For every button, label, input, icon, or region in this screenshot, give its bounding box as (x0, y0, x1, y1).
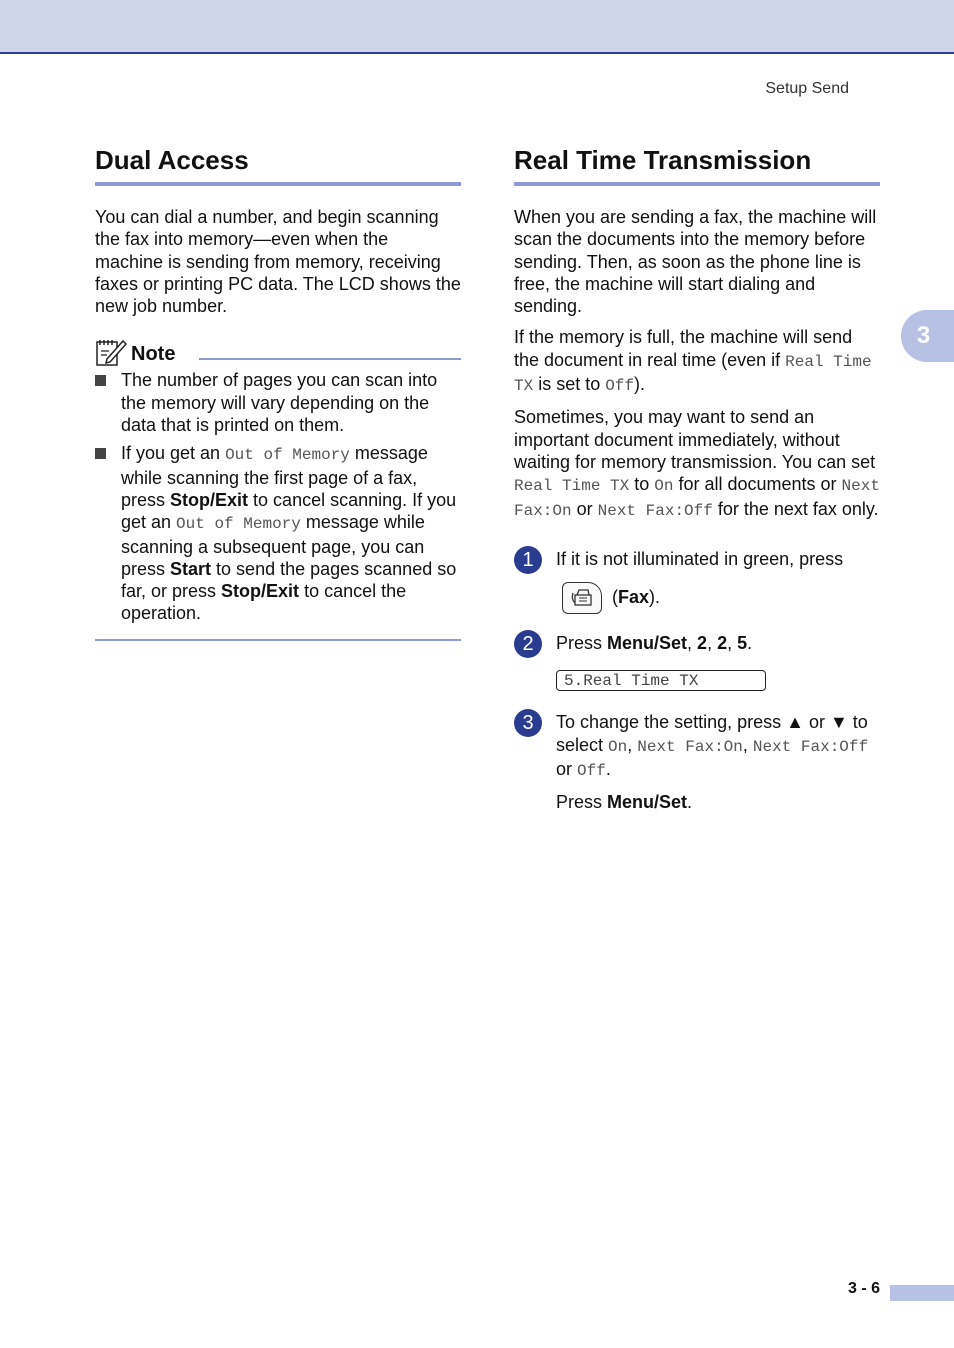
step-number-badge: 1 (514, 546, 542, 574)
fax-key-icon (562, 582, 602, 614)
section-title-dual-access: Dual Access (95, 142, 461, 186)
note-item (95, 442, 461, 624)
dual-access-intro: You can dial a number, and begin scanning the fax into memory—even when the machine is sending from memory, receiving faxes or printing PC data. The LCD shows the new job number. (95, 207, 461, 317)
step-2 (514, 632, 880, 691)
note-rule (199, 358, 461, 360)
step-text: If it is not illuminated in green, press (556, 548, 844, 569)
fax-key-line (556, 582, 880, 616)
bullet-square-icon (95, 448, 106, 459)
dual-access-section (95, 142, 461, 641)
footer-bar (890, 1285, 954, 1301)
step-number-badge: 3 (514, 709, 542, 737)
rtt-paragraph-1: When you are sending a fax, the machine will scan the documents into the memory before sending. Then, as soon as the phone line is free, the machine will start dialing and sending. (514, 207, 877, 317)
step-number-badge: 2 (514, 630, 542, 658)
page-number: 3 - 6 (847, 1280, 880, 1297)
note-item (95, 369, 461, 436)
note-item-text: The number of pages you can scan into the memory will vary depending on the data that is printed on them. (121, 370, 438, 436)
section-title-real-time-transmission: Real Time Transmission (514, 142, 880, 186)
chapter-tab: 3 (901, 310, 954, 362)
step-press-text: Press Menu/Set. (556, 792, 693, 813)
fax-machine-icon (563, 583, 601, 613)
step-text: To change the setting, press ▲ or ▼ to select On, Next Fax:On, Next Fax:Off or Off. (556, 712, 869, 781)
real-time-transmission-section (514, 142, 880, 814)
note-header (95, 337, 461, 367)
note-item-text: If you get an Out of Memory message while scanning the first page of a fax, press Stop/Exit to cancel scanning. If you get an Out of Memory message while scanning a subsequent page, you can press Start to send the pages scanned so far, or press Stop/Exit to cancel the operation. (121, 443, 457, 624)
top-header-bar (0, 0, 954, 54)
note-pencil-icon (95, 337, 127, 367)
rtt-paragraph-3: Sometimes, you may want to send an important document immediately, without waiting for memory transmission. You can set Real Time TX to On for all documents or Next Fax:On or Next Fax:Off for the next fax only. (514, 407, 880, 520)
rtt-paragraph-2: If the memory is full, the machine will send the document in real time (even if Real Time TX is set to Off). (514, 327, 872, 396)
note-end-rule (95, 639, 461, 641)
note-label: Note (131, 343, 176, 366)
bullet-square-icon (95, 375, 106, 386)
step-text: Press Menu/Set, 2, 2, 5. (556, 633, 753, 654)
step-3 (514, 711, 880, 813)
step-1 (514, 548, 880, 616)
lcd-display: 5.Real Time TX (556, 670, 766, 691)
running-head: Setup Send (765, 80, 849, 97)
fax-key-label: (Fax). (612, 587, 661, 608)
